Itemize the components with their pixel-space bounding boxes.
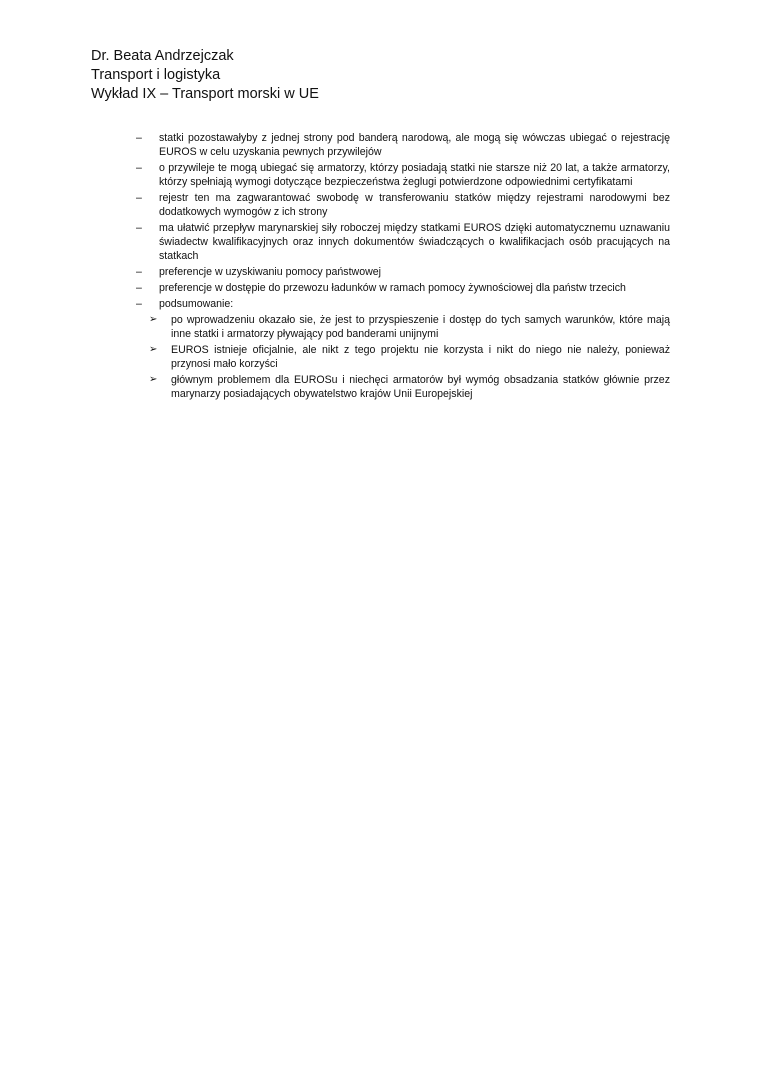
sublist-item-text: po wprowadzeniu okazało sie, że jest to przyspieszenie i dostęp do tych samych warunków, które mają inne statki i armatorzy pływający pod banderami unijnymi [171, 313, 670, 340]
arrow-bullet-icon: ➢ [149, 373, 158, 385]
dash-bullet-icon: – [136, 162, 142, 174]
author-name: Dr. Beata Andrzejczak [91, 48, 234, 64]
sublist-item [124, 313, 670, 341]
list-item-text: o przywileje te mogą ubiegać się armatorzy, którzy posiadają statki nie starsze niż 20 lat, a także armatorzy, którzy spełniają wymogi dotyczące bezpieczeństwa żeglugi potwierdzone odpowiednimi certyfikatami [159, 162, 670, 189]
lecture-title: Wykład IX – Transport morski w UE [91, 86, 319, 102]
dash-bullet-icon: – [136, 297, 142, 310]
course-title: Transport i logistyka [91, 67, 221, 83]
list-item-text: preferencje w uzyskiwaniu pomocy państwowej [159, 266, 381, 279]
bullet-list [124, 131, 670, 403]
dash-bullet-icon: – [136, 266, 142, 279]
list-item [124, 281, 670, 295]
dash-bullet-icon: – [136, 222, 142, 234]
list-item-text [159, 297, 670, 311]
list-item [124, 131, 670, 159]
list-item-text: preferencje w dostępie do przewozu ładunków w ramach pomocy żywnościowej dla państw trzecich [159, 282, 626, 294]
list-item [124, 265, 670, 279]
list-item [124, 297, 670, 311]
list-item-text: rejestr ten ma zagwarantować swobodę w transferowaniu statków między rejestrami narodowymi bez dodatkowych wymogów z ich strony [159, 192, 670, 219]
list-item [124, 221, 670, 264]
summary-sublist [124, 313, 670, 401]
arrow-bullet-icon: ➢ [149, 343, 158, 355]
summary-heading: podsumowanie: [159, 297, 234, 310]
sublist-item-text: głównym problemem dla EUROSu i niechęci armatorów był wymóg obsadzania statków głównie przez marynarzy posiadających obywatelstwo krajów Unii Europejskiej [171, 373, 670, 400]
dash-bullet-icon: – [136, 282, 142, 294]
dash-bullet-icon: – [136, 132, 142, 144]
list-item [124, 191, 670, 219]
list-item-text: ma ułatwić przepływ marynarskiej siły roboczej między statkami EUROS dzięki automatycznemu uznawaniu świadectw kwalifikacyjnych oraz innych dokumentów świadczących o kwalifikacjach osób pracujących na statkach [159, 222, 670, 263]
arrow-bullet-icon: ➢ [149, 313, 158, 325]
sublist-item-text: EUROS istnieje oficjalnie, ale nikt z tego projektu nie korzysta i nikt do niego nie należy, ponieważ przynosi mało korzyści [171, 343, 670, 370]
list-item-text: statki pozostawałyby z jednej strony pod banderą narodową, ale mogą się wówczas ubiegać o rejestrację EUROS w celu uzyskania pewnych przywilejów [159, 132, 670, 159]
list-item [124, 161, 670, 189]
sublist-item [124, 343, 670, 371]
sublist-item [124, 373, 670, 401]
document-header [91, 47, 671, 104]
dash-bullet-icon: – [136, 192, 142, 204]
